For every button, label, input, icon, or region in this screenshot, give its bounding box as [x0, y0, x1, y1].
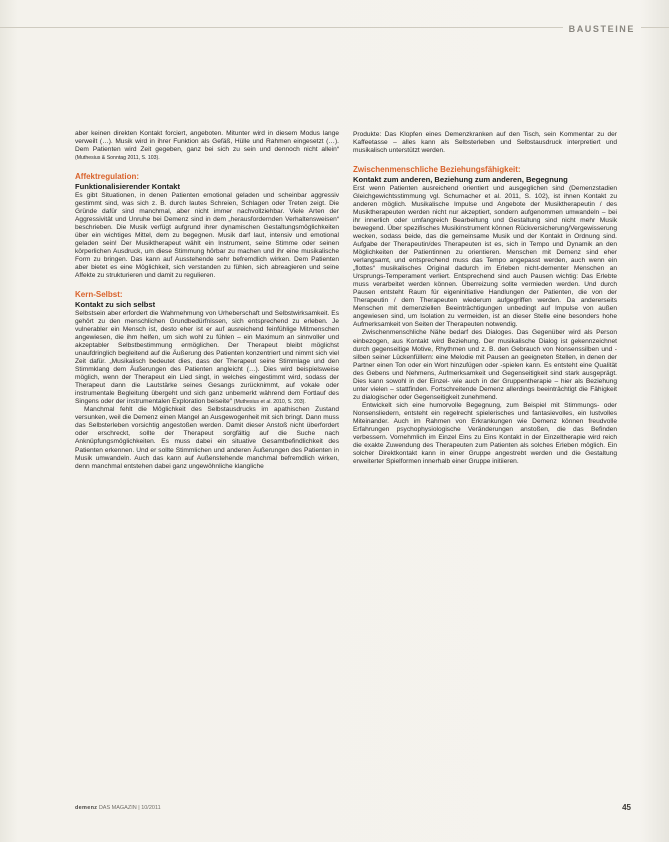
page-footer: [75, 805, 631, 811]
section-title-affect: Funktionalisierender Kontakt: [75, 181, 181, 191]
core-self-paragraph: [75, 310, 339, 407]
intro-citation: (Muthesius & Sonntag 2011, S. 103).: [75, 155, 160, 162]
right-column: [353, 131, 617, 466]
core-self-paragraph-2: Manchmal fehlt die Möglichkeit des Selbstausdrucks im apathischen Zustand versunken, weil die Demenz einen Mangel an Ausgewogenheit mit sich bringt. Dann muss das Selbsterleben vorsichtig angestoßen werden. Damit dieser Anstoß nicht überfordert oder erschreckt, sollte der Therapeut sorgfältig auf die Suche nach Anknüpfungsmöglichkeiten. Es muss dabei ein situative Gesamtbefindlichkeit des Patienten erkennen. Und er sollte Stimmlichen und anderen Äußerungen des Patienten in Musik umwandeln. Auch das kann auf Außenstehende manchmal befremdlich wirken, denn manchmal entstehen dabei ganz ungewöhnliche klangliche: [75, 406, 339, 470]
magazine-name: demenz: [75, 805, 98, 811]
right-intro-paragraph: Produkte: Das Klopfen eines Demenzkranken auf den Tisch, sein Kommentar zu der Kaffeetasse – alles kann als Selbsterleben und Selbstausdruck interpretiert und musikalisch unterstützt werden.: [353, 131, 617, 155]
page-number: 45: [622, 803, 631, 812]
affect-paragraph: Es gibt Situationen, in denen Patienten emotional geladen und scheinbar aggressiv gestimmt sind, was sich z. B. durch lautes Schreien, Schlagen oder Treten zeigt. Die Gründe dafür sind manchmal, aber nicht immer nachvollziehbar. Viele Arten der Aggressivität und Unruhe bei Demenz sind in dem „herausfordernden Verhaltensweisen“ beschrieben. Die Musik verfügt aufgrund ihrer dynamischen Gestaltungsmöglichkeiten über ein wichtiges Mittel, dem zu begegnen. Musik darf laut, intensiv und emotional geladen sein! Der Musiktherapeut wählt ein Instrument, seine Stimme oder seinen körperlichen Ausdruck, um diese Stimmung hörbar zu machen und ihr eine musikalische Form zu bringen. Das kann auf Ausstehende sehr befremdlich wirken. Dem Patienten aber bietet es eine Möglichkeit, sich verstanden zu fühlen, sich abreagieren und seine Affekte zu strukturieren und damit zu regulieren.: [75, 191, 339, 280]
core-self-citation: (Muthesius et al. 2010, S. 203).: [233, 399, 306, 406]
section-kicker-core-self: Kern-Selbst:: [75, 290, 123, 300]
intro-paragraph: [75, 130, 339, 162]
section-tag: BAUSTEINE: [563, 24, 641, 34]
section-title-core-self: Kontakt zu sich selbst: [75, 299, 156, 309]
section-title-relationship: Kontakt zum anderen, Beziehung zum anderen, Begegnung: [353, 174, 568, 184]
left-column: [75, 130, 339, 471]
section-kicker-affect: Affektregulation:: [75, 172, 139, 182]
intro-text: aber keinen direkten Kontakt forciert, angeboten. Mitunter wird in diesem Modus lange verweilt (…). Musik wird in ihrer Funktion als Gefäß, Hülle und Rahmen eingesetzt (…). Dem Patienten wird Zeit gegeben, ganz bei sich zu sein und dennoch nicht allein“: [75, 130, 339, 154]
core-self-text: Selbstsein aber erfordert die Wahrnehmung von Urheberschaft und Selbstwirksamkeit. Es gehört zu den menschlichen Grundbedürfnissen, sich entsprechend zu erleben. Je vulnerabler ein Mensch ist, desto eher ist er auf ausreichend feinfühlige Mitmenschen angewiesen, die ihm helfen, um sich wohl zu fühlen – ein Maximum an sinnvoller und akzeptabler Selbstbestimmung ermöglichen. Der Therapeut bleibt möglichst unaufdringlich begleitend auf die Äußerung des Patienten konzentriert und nimmt sich viel Zeit dafür. „Musikalisch bedeutet dies, dass der Therapeut seine Stimmlage und den Stimmklang dem Äußerungen des Patienten angleicht (…). Dies wird beispielsweise möglich, wenn der Therapeut ein Lied singt, in welches eingestimmt wird, sodass der Therapeut dann die Lautstärke seines Gesangs zurücknimmt, auf vokale oder instrumentale Begleitung übergeht und sich ganz unbemerkt während dem Fortlauf des Singens oder der instrumentalen Exploration beiseite“: [75, 309, 339, 406]
issue-label: DAS MAGAZIN | 10/2011: [98, 805, 161, 811]
relationship-paragraph: Erst wenn Patienten ausreichend orientiert und ausgeglichen sind (Demenzstadien Gleichgewichtsstimmung vgl. Schumacher et al. 2011, S. 102), ist ihnen Kontakt zu anderen möglich. Musikalische Impulse und Angebote der Musiktherapeutin / des Musiktherapeuten werden nicht nur akzeptiert, sondern aufgenommen umwandeln – bei ihr innerlich oder umfangreich Bearbeitung und Gestaltung sind nicht mehr Musik bewegend. Über spezifisches Musikinstrument können Rückversicherung/Vergewisserung wecken, sodass beide, das die gemeinsame Musik und der Kontakt in Ordnung sind. Aufgabe der Therapeutin/des Therapeuten ist es, sich in Tempo und Dynamik an den Möglichkeiten der Patientinnen zu orientieren. Menschen mit Demenz sind eher verlangsamt, und entsprechend muss das Tempo angepasst werden, auch wenn ein „flottes“ musikalisches Original dadurch im Erleben nicht-dementer Menschen an Ursprungs-Temperament verliert. Entsprechend sind auch Pausen wichtig: Das Erlebte muss verarbeitet werden können. Überreizung sollte vermieden werden. Und durch Pausen entsteht Raum für eigeninitiative Handlungen der Patienten, die von der Therapeutin / dem Therapeuten wiederum aufgegriffen werden. Da andererseits Menschen mit demenziellen Beeinträchtigungen unbedingt auf Impulse von außen angewiesen sind, um Isolation zu vermeiden, ist an dieser Stelle eine besonders hohe Aufmerksamkeit von Seiten der Therapeuten notwendig.: [353, 184, 617, 329]
section-kicker-relationship: Zwischenmenschliche Beziehungsfähigkeit:: [353, 165, 521, 175]
relationship-paragraph-2: Zwischenmenschliche Nähe bedarf des Dialoges. Das Gegenüber wird als Person einbezogen, aus Kontakt wird Beziehung. Der musikalische Dialog ist gekennzeichnet durch gegenseitige Motive, Rhythmen und z. B. den Gebrauch von Nonsenssilben und -silben seiner Lückenfüllern: eine Melodie mit Pausen an geeigneten Stellen, in denen der Partner einen Ton oder ein Wort hinzufügen oder -spielen kann. Es entsteht eine Qualität des Gebens und Nehmens, Aufmerksamkeit und Gegenseitigkeit sind stark ausgeprägt. Dies kann sowohl in der Einzel- wie auch in der Gruppentherapie – hier als Beziehung unter vielen – stattfinden. Fortschreitende Demenz allerdings beeinträchtigt die Fähigkeit zu dialogischer oder Gegenseitigkeit zunehmend.: [353, 329, 617, 401]
relationship-paragraph-3: Entwickelt sich eine humorvolle Begegnung, zum Beispiel mit Stimmungs- oder Nonsensliedern, entsteht ein regelrecht spielerisches und fantasievolles, ein lustvolles Miteinander. Auch im Rahmen von Erkrankungen wie Demenz können freudvolle Erfahrungen psychophysiologische Veränderungen anstoßen, die das Befinden verbessern. Vornehmlich im Einzel Eins zu Eins Kontakt in der Einzeltherapie wird reich die exakte Zuwendung des Therapeuten zum Patienten als solches Erleben möglich. Ein solcher Direktkontakt kann in einer Gruppe angestrebt werden und die Gestaltung erweiterter Spielformen innerhalb einer Gruppe initiieren.: [353, 401, 617, 466]
